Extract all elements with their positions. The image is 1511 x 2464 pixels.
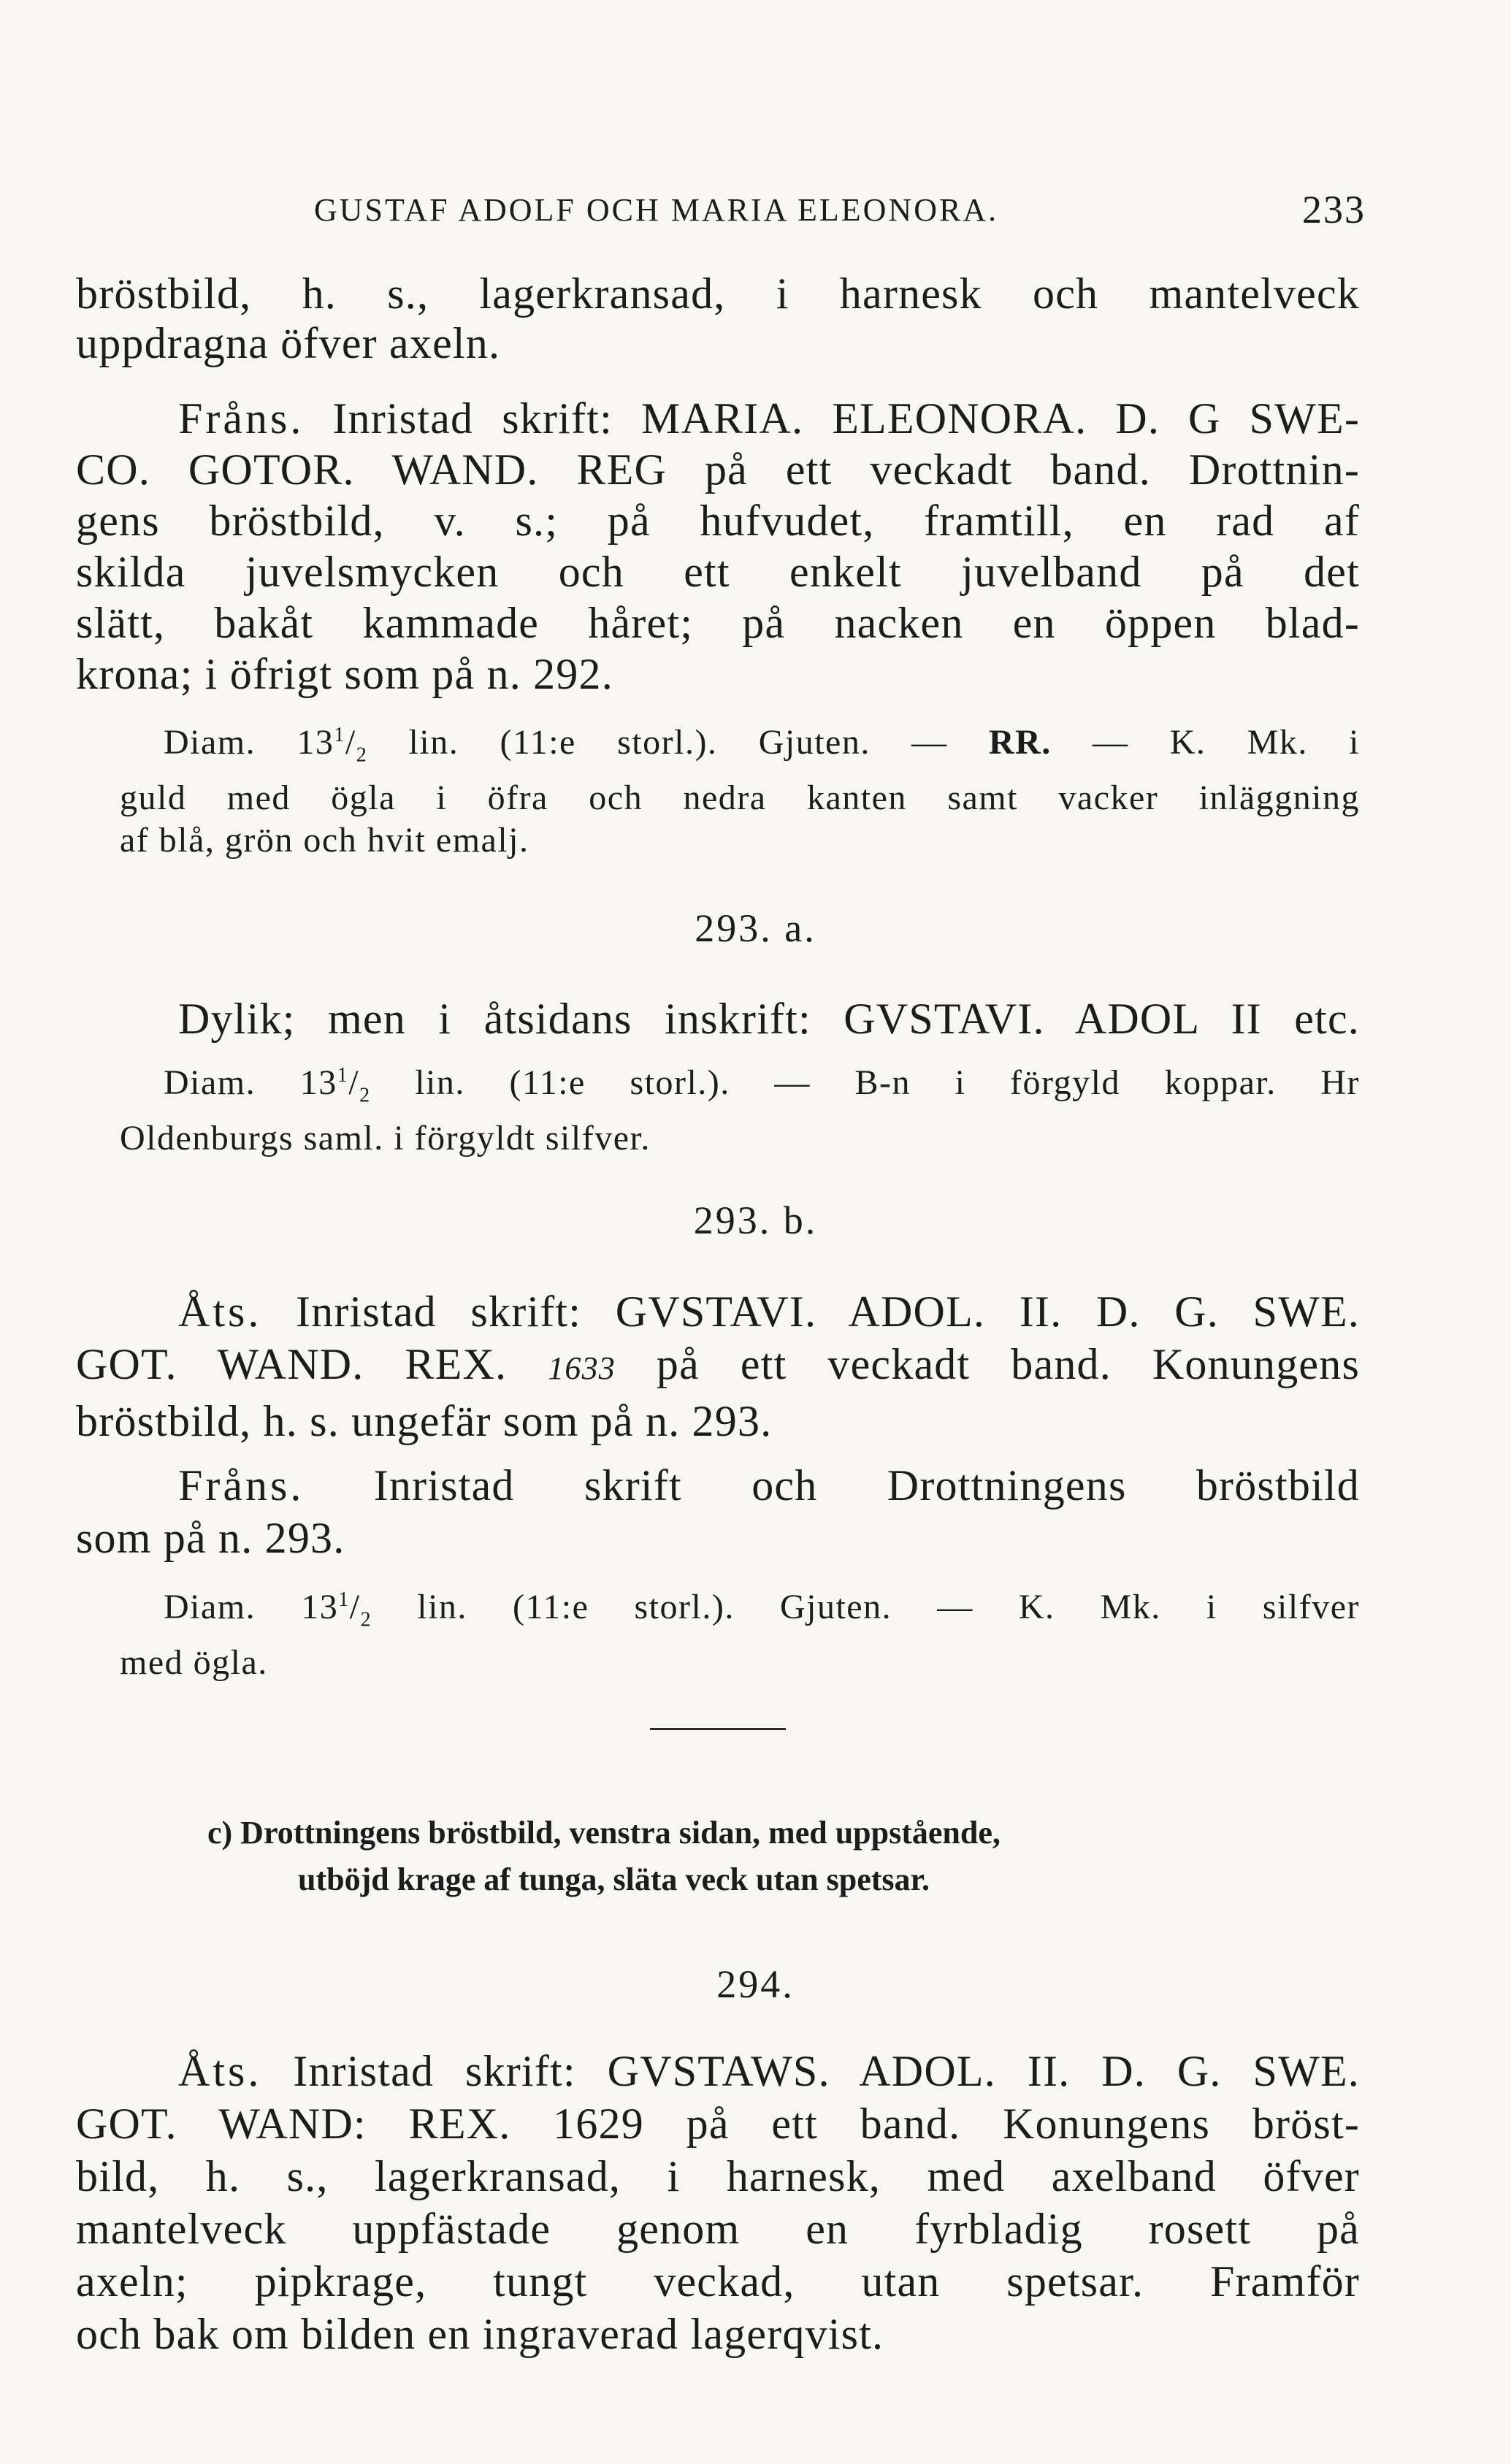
entry-292-description xyxy=(120,714,1360,862)
fraction-num: 1 xyxy=(334,724,345,746)
rarity-mark: RR. xyxy=(988,723,1052,762)
entry-293b-description xyxy=(120,1579,1360,1684)
diameter-text: Diam. 13 xyxy=(164,1588,339,1626)
desc-text: lin. (11:e storl.). — B-n i förgyld koppar. Hr xyxy=(370,1063,1361,1102)
entry-294-obverse xyxy=(76,2045,1360,2360)
diameter-text: Diam. 13 xyxy=(164,1063,337,1102)
desc-text: på ett veckadt band. Konungens xyxy=(615,1340,1360,1388)
fraction-num: 1 xyxy=(338,1588,350,1611)
inscription-text: GOT. WAND. REX. xyxy=(76,1340,548,1388)
text-line: bröstbild, h. s. ungefär som på n. 293. xyxy=(76,1397,773,1445)
text-line: Dylik; men i åtsidans inskrift: GVSTAVI. ADOL II etc. xyxy=(178,995,1360,1043)
text-line: Oldenburgs saml. i förgyldt silfver. xyxy=(120,1118,651,1158)
desc-text: lin. (11:e storl.). Gjuten. — K. Mk. i silfver xyxy=(372,1588,1361,1626)
text-line: Diam. $13^1/_2$ lin. (11:e storl.). Gjuten. — RR. — K. Mk. i xyxy=(164,723,1360,767)
fraction-den: 2 xyxy=(356,743,368,767)
text-line: bröstbild, h. s., lagerkransad, i harnesk och mantelveck xyxy=(76,269,1360,318)
year-text: 1633 xyxy=(548,1350,616,1386)
entry-292-reverse xyxy=(76,393,1360,700)
text-line xyxy=(76,1285,1360,1338)
inscription-text: Inristad skrift och Drottningens bröstbild xyxy=(373,1461,1360,1510)
entry-293b-reverse xyxy=(76,1459,1360,1564)
fraction-den: 2 xyxy=(359,1084,371,1107)
entry-293a-text xyxy=(76,993,1360,1044)
entry-293b-obverse xyxy=(76,1285,1360,1447)
fraction-den: 2 xyxy=(360,1608,372,1631)
page-number: 233 xyxy=(1302,188,1366,232)
entry-293b-number: 293. b. xyxy=(693,1198,818,1242)
text-line: guld med ögla i öfra och nedra kanten samt vacker inläggning xyxy=(120,778,1360,817)
entry-293a-description xyxy=(120,1055,1360,1160)
inscription-text: Inristad skrift: MARIA. ELEONORA. D. G SWE- xyxy=(332,394,1361,443)
desc-text: lin. (11:e storl.). Gjuten. — xyxy=(367,723,989,762)
running-title: GUSTAF ADOLF OCH MARIA ELEONORA. xyxy=(314,192,999,228)
text-line: Diam. $13^1/_2$ lin. (11:e storl.). — B-n i förgyld koppar. Hr xyxy=(164,1063,1361,1107)
entry-292-continuation xyxy=(76,269,1360,368)
text-line: slätt, bakåt kammade håret; på nacken en öppen blad- xyxy=(76,599,1360,647)
obverse-label: Åts. xyxy=(178,2047,262,2095)
text-line: skilda juvelsmycken och ett enkelt juvelband på det xyxy=(76,548,1360,596)
text-line: af blå, grön och hvit emalj. xyxy=(120,820,529,860)
inscription-text: Inristad skrift: GVSTAWS. ADOL. II. D. G. SWE. xyxy=(293,2047,1360,2095)
inscription-text: Inristad skrift: GVSTAVI. ADOL. II. D. G. SWE. xyxy=(295,1288,1360,1336)
text-line xyxy=(76,2045,1360,2097)
running-header xyxy=(314,188,1366,235)
obverse-label: Åts. xyxy=(178,1288,262,1336)
text-line: med ögla. xyxy=(120,1642,268,1682)
section-c-heading xyxy=(207,1810,1230,1903)
fraction-num: 1 xyxy=(337,1064,349,1087)
reverse-label: Fråns. xyxy=(178,394,305,443)
text-line: mantelveck uppfästade genom en fyrbladig rosett på xyxy=(76,2205,1360,2253)
text-line: Diam. $13^1/_2$ lin. (11:e storl.). Gjuten. — K. Mk. i silfver xyxy=(164,1588,1361,1631)
text-line: c) Drottningens bröstbild, venstra sidan, med uppstående, xyxy=(207,1815,1001,1851)
reverse-label: Fråns. xyxy=(178,1461,305,1510)
text-line: axeln; pipkrage, tungt veckad, utan spetsar. Framför xyxy=(76,2257,1360,2306)
text-line: gens bröstbild, v. s.; på hufvudet, framtill, en rad af xyxy=(76,497,1360,545)
text-line: uppdragna öfver axeln. xyxy=(76,319,501,367)
desc-text: — K. Mk. i xyxy=(1051,723,1360,762)
text-line xyxy=(76,1338,1360,1395)
text-line xyxy=(76,1459,1360,1512)
text-line: utböjd krage af tunga, släta veck utan spetsar. xyxy=(298,1862,930,1897)
text-line: CO. GOTOR. WAND. REG på ett veckadt band. Drottnin- xyxy=(76,445,1360,494)
text-line xyxy=(76,393,1360,444)
text-line: bild, h. s., lagerkransad, i harnesk, med axelband öfver xyxy=(76,2152,1360,2200)
text-line: som på n. 293. xyxy=(76,1514,345,1562)
text-line: GOT. WAND: REX. 1629 på ett band. Konungens bröst- xyxy=(76,2100,1360,2148)
text-line: och bak om bilden en ingraverad lagerqvist. xyxy=(76,2310,884,2358)
diameter-text: Diam. 13 xyxy=(164,723,334,762)
section-divider xyxy=(650,1728,786,1730)
text-line: krona; i öfrigt som på n. 292. xyxy=(76,650,613,698)
entry-294-number: 294. xyxy=(716,1962,795,2006)
entry-293a-number: 293. a. xyxy=(695,906,816,950)
